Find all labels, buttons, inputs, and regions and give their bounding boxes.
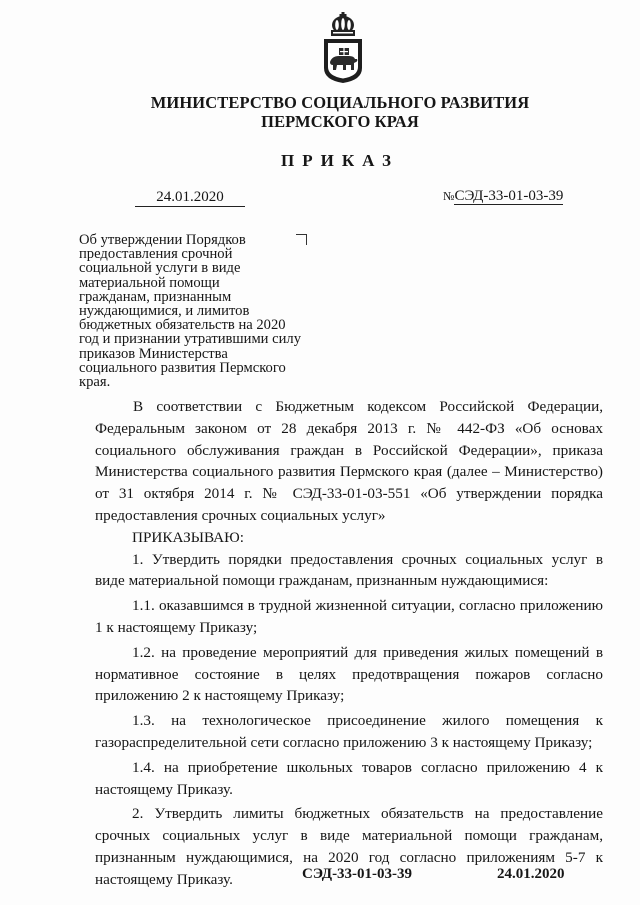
order-number <box>443 188 563 205</box>
clause-1-2: 1.2. на проведение мероприятий для приведения жилых помещений в нормативное состояние в целях предотвращения пожаров согласно приложению 2 к настоящему Приказу; <box>95 643 603 705</box>
prikazyvayu-heading: ПРИКАЗЫВАЮ: <box>132 528 244 546</box>
subject-line: Об утверждении Порядков <box>79 232 246 248</box>
order-title: ПРИКАЗ <box>281 151 399 170</box>
ministry-name-line2: ПЕРМСКОГО КРАЯ <box>261 112 419 131</box>
subject-line: год и признании утратившими силу <box>79 331 302 348</box>
subject-line: приказов Министерства <box>79 345 228 362</box>
preamble-paragraph: В соответствии с Бюджетным кодексом Российской Федерации, Федеральным законом от 28 декабря 2013 г. № 442-ФЗ «Об основах социального обслуживания граждан в Российской Федерации», приказа Министерства социального развития Пермского края (далее – Министерство) от 31 октября 2014 г. № СЭД-33-01-03-551 «Об утверждении порядка предоставления срочных социальных услуг» <box>95 398 603 524</box>
order-number-value: СЭД-33-01-03-39 <box>454 188 564 204</box>
clause-1-4: 1.4. на приобретение школьных товаров согласно приложению 4 к настоящему Приказу. <box>95 758 603 798</box>
ministry-name-line1: МИНИСТЕРСТВО СОЦИАЛЬНОГО РАЗВИТИЯ <box>150 93 530 112</box>
footer-order-date: 24.01.2020 <box>497 866 565 882</box>
subject-line: нуждающимися, и лимитов <box>79 303 250 320</box>
order-subject <box>79 233 339 389</box>
subject-line: предоставления срочной <box>79 246 233 263</box>
subject-line: края. <box>79 374 111 391</box>
subject-line: социального развития Пермского <box>79 359 286 376</box>
order-body <box>95 396 603 891</box>
subject-line: социальной услуги в виде <box>79 260 241 277</box>
order-date: 24.01.2020 <box>135 189 245 207</box>
ministry-name <box>130 93 550 131</box>
clause-1-1: 1.1. оказавшимся в трудной жизненной ситуации, согласно приложению 1 к настоящему Приказу; <box>95 597 603 636</box>
subject-line: гражданам, признанным <box>79 288 232 305</box>
clause-1-3: 1.3. на технологическое присоединение жилого помещения к газораспределительной сети согласно приложению 3 к настоящему Приказу; <box>95 712 603 751</box>
clause-2: 2. Утвердить лимиты бюджетных обязательств на предоставление срочных социальных услуг в виде материальной помощи гражданам, признанным нуждающимися, на 2020 год согласно приложениям 5-7 к настоящему Приказу. <box>95 805 603 888</box>
subject-line: материальной помощи <box>79 274 220 291</box>
clause-1: 1. Утвердить порядки предоставления срочных социальных услуг в виде материальной помощи гражданам, признанным нуждающимися: <box>95 550 603 590</box>
perm-krai-coat-of-arms-icon <box>321 12 365 84</box>
subject-line: бюджетных обязательств на 2020 <box>79 317 286 334</box>
footer-order-number: СЭД-33-01-03-39 <box>302 866 413 882</box>
number-sign: № <box>443 189 455 203</box>
